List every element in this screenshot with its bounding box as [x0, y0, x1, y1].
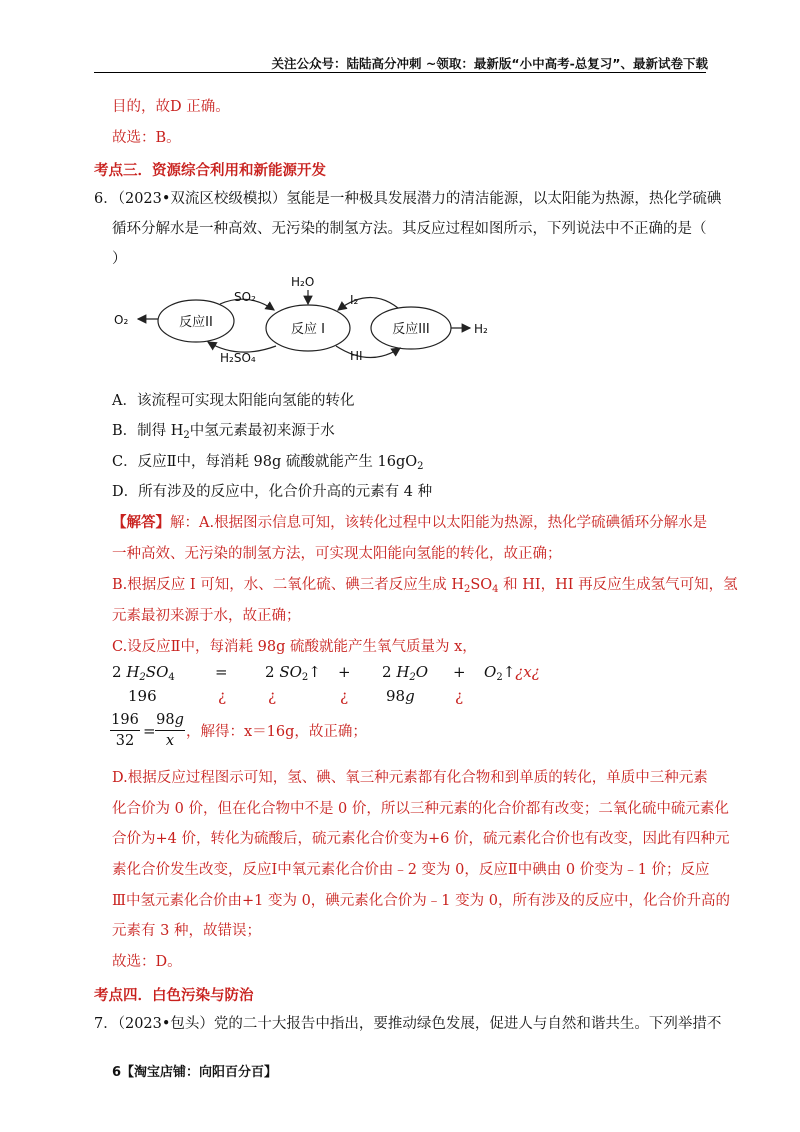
placeholder-mark: ¿ — [268, 687, 277, 705]
fraction-equals: = — [143, 722, 156, 740]
o2-label: O₂ — [114, 313, 129, 327]
solution-line: 【解答】解：A.根据图示信息可知，该转化过程中以太阳能为热源，热化学硫碘循环分解水是 — [112, 514, 708, 531]
equation-o2: $O_2↑¿x¿$ — [484, 663, 540, 683]
solution-line: B.根据反应 I 可知，水、二氧化硫、碘三者反应生成 $H_2SO_4$ 和 HI，HI 再反应生成氢气可知，氢 — [112, 577, 738, 595]
solution-line: 一种高效、无污染的制氢方法，可实现太阳能向氢能的转化，故正确； — [112, 546, 562, 562]
question-stem: ） — [112, 251, 127, 267]
i2-arrow — [338, 297, 398, 310]
solution-line: 元素有 3 种，故错误； — [112, 923, 261, 939]
i2-label: I₂ — [350, 293, 359, 307]
equation-so2: 2 $SO_2↑$ — [265, 663, 321, 683]
section-heading: 考点三．资源综合利用和新能源开发 — [94, 163, 326, 179]
reaction-i-label: 反应 I — [291, 322, 325, 337]
h2-label: H₂ — [474, 322, 488, 336]
section-heading: 考点四．白色污染与防治 — [94, 988, 254, 1004]
reaction-cycle-diagram — [108, 268, 508, 368]
page-footer: 6【淘宝店铺：向阳百分百】 — [112, 1065, 278, 1080]
prev-answer-choice: 故选：B。 — [112, 130, 181, 146]
equation: 2 $H_2SO_4$ — [112, 663, 175, 683]
solution-line: Ⅲ中氢元素化合价由+1 变为 0，碘元素化合价为﹣1 变为 0，所有涉及的反应中，化合价升高的 — [112, 893, 730, 909]
option-d: D．所有涉及的反应中，化合价升高的元素有 4 种 — [112, 484, 433, 500]
page-header: 关注公众号：陆陆高分冲刺 ~领取：最新版“小中高考-总复习”、最新试卷下载 — [271, 56, 708, 71]
solution-line: D.根据反应过程图示可知，氢、碘、氧三种元素都有化合物和到单质的转化，单质中三种元素 — [112, 770, 708, 786]
h2o-label: H₂O — [291, 275, 315, 289]
question-stem: 6．（2023•双流区校级模拟）氢能是一种极具发展潜力的清洁能源，以太阳能为热源，热化学硫碘 — [94, 191, 722, 207]
mass-196: 196 — [128, 687, 157, 705]
equals-sign: = — [215, 663, 228, 681]
solution-answer: 故选：D。 — [112, 954, 182, 970]
placeholder-mark: ¿ — [218, 687, 227, 705]
mass-98g: 98g — [386, 687, 415, 705]
hi-label: HI — [350, 349, 363, 363]
reaction-ii-label: 反应II — [179, 315, 213, 330]
solution-tag: 【解答】 — [112, 514, 170, 531]
h2so4-label: H₂SO₄ — [220, 351, 256, 365]
option-b: B．制得 $H_2$中氢元素最初来源于水 — [112, 423, 335, 441]
option-c: C．反应Ⅱ中，每消耗 98g 硫酸就能产生 $16gO_2$ — [112, 454, 424, 472]
prev-answer-line: 目的，故D 正确。 — [112, 99, 230, 115]
solution-line: 合价为+4 价，转化为硫酸后，硫元素化合价变为+6 价，硫元素化合价也有改变，因此有四种元 — [112, 831, 730, 847]
fraction-result: ，解得：x＝16g，故正确； — [186, 724, 367, 740]
header-divider — [94, 72, 706, 73]
question-stem: 循环分解水是一种高效、无污染的制氢方法。其反应过程如图所示，下列说法中不正确的是（ — [112, 221, 707, 237]
page-number: 6 — [112, 1065, 122, 1080]
fraction-left: 196 32 — [111, 712, 139, 749]
question-stem: 7．（2023•包头）党的二十大报告中指出，要推动绿色发展，促进人与自然和谐共生。下列举措不 — [94, 1016, 722, 1032]
plus-sign: + — [338, 663, 351, 681]
solution-line: 元素最初来源于水，故正确； — [112, 608, 301, 624]
hi-arrow — [336, 346, 400, 358]
option-a: A．该流程可实现太阳能向氢能的转化 — [112, 393, 355, 409]
placeholder-mark: ¿ — [455, 687, 464, 705]
solution-line: 化合价为 0 价，但在化合物中不是 0 价，所以三种元素的化合价都有改变；二氧化硫中硫元素化 — [112, 801, 729, 817]
reaction-iii-label: 反应III — [392, 322, 430, 337]
so2-label: SO₂ — [234, 290, 256, 304]
placeholder-mark: ¿ — [340, 687, 349, 705]
fraction-right: 98g x — [156, 712, 184, 749]
solution-line: C.设反应Ⅱ中，每消耗 98g 硫酸就能产生氧气质量为 x， — [112, 639, 477, 655]
solution-line: 素化合价发生改变，反应Ⅰ中氧元素化合价由﹣2 变为 0，反应Ⅱ中碘由 0 价变为﹣1 价；反应 — [112, 862, 710, 878]
equation-h2o: 2 $H_2O$ — [382, 663, 429, 683]
plus-sign: + — [453, 663, 466, 681]
